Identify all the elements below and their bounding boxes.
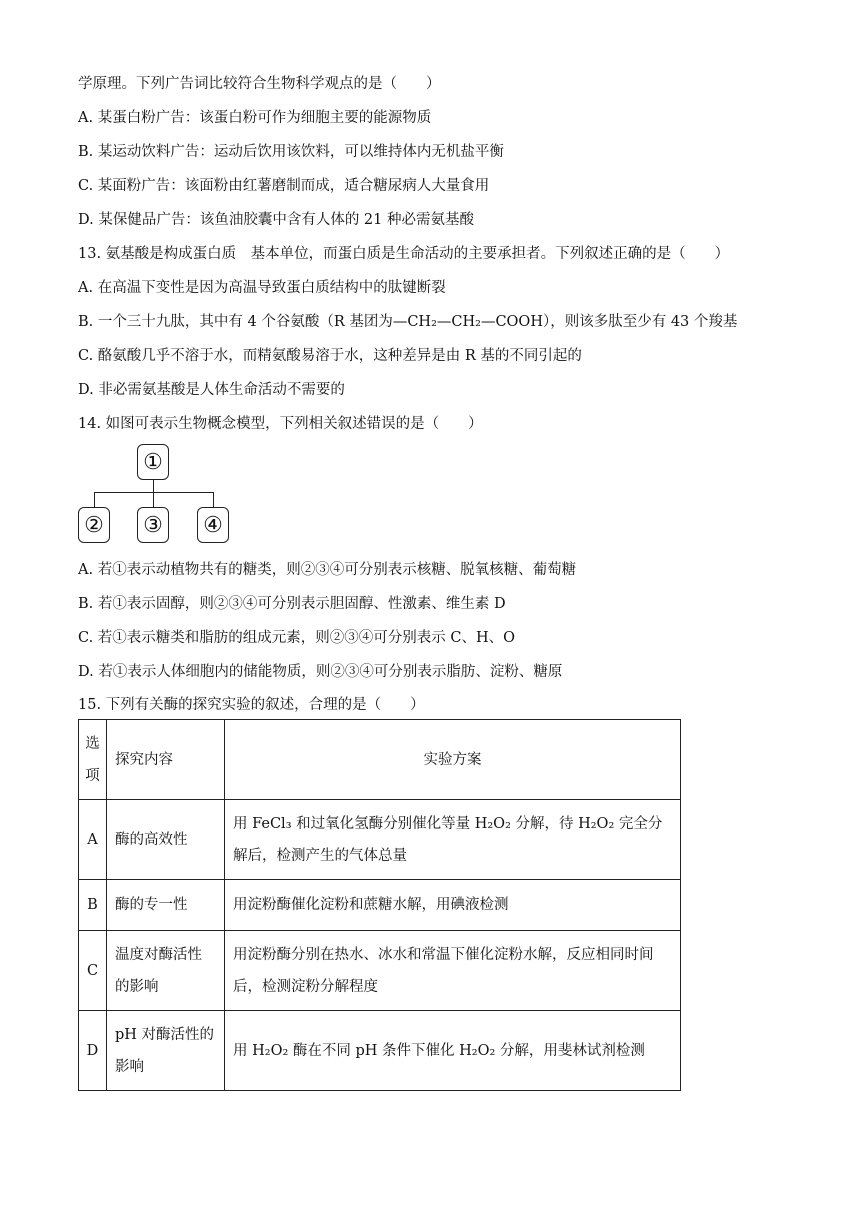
q14-option-a: A. 若①表示动植物共有的糖类，则②③④可分别表示核糖、脱氧核糖、葡萄糖	[78, 562, 577, 578]
connector-left	[94, 492, 95, 507]
connector-middle	[153, 492, 154, 507]
q12-stem-tail: 学原理。下列广告词比较符合生物科学观点的是（ ）	[78, 76, 441, 92]
q13-option-a: A. 在高温下变性是因为高温导致蛋白质结构中的肽键断裂	[78, 280, 446, 296]
row-content: 酶的高效性	[107, 800, 225, 880]
row-plan: 用淀粉酶分别在热水、冰水和常温下催化淀粉水解，反应相同时间后，检测淀粉分解程度	[225, 931, 681, 1011]
connector-stem	[153, 480, 154, 492]
row-option: C	[79, 931, 107, 1011]
row-content: 温度对酶活性的影响	[107, 931, 225, 1011]
q13-stem: 13. 氨基酸是构成蛋白质 基本单位，而蛋白质是生命活动的主要承担者。下列叙述正确的是（ ）	[78, 246, 730, 262]
concept-box-3: ③	[137, 507, 169, 543]
q14-option-d: D. 若①表示人体细胞内的储能物质，则②③④可分别表示脂肪、淀粉、糖原	[78, 664, 563, 680]
q13-option-b: B. 一个三十九肽，其中有 4 个谷氨酸（R 基团为—CH₂—CH₂—COOH），则该多肽至少有 43 个羧基	[78, 314, 738, 330]
q13-option-c: C. 酪氨酸几乎不溶于水，而精氨酸易溶于水，这种差异是由 R 基的不同引起的	[78, 348, 582, 364]
row-plan: 用 FeCl₃ 和过氧化氢酶分别催化等量 H₂O₂ 分解，待 H₂O₂ 完全分解后，检测产生的气体总量	[225, 800, 681, 880]
row-option: A	[79, 800, 107, 880]
concept-box-2: ②	[78, 507, 110, 543]
header-option-line2: 项	[85, 767, 100, 784]
header-option	[79, 720, 107, 800]
row-content: pH 对酶活性的影响	[107, 1011, 225, 1091]
table-row	[79, 931, 681, 1011]
table-row	[79, 1011, 681, 1091]
q12-option-c: C. 某面粉广告：该面粉由红薯磨制而成，适合糖尿病人大量食用	[78, 178, 490, 194]
q12-option-d: D. 某保健品广告：该鱼油胶囊中含有人体的 21 种必需氨基酸	[78, 212, 474, 228]
concept-box-4: ④	[197, 507, 229, 543]
q15-stem: 15. 下列有关酶的探究实验的叙述，合理的是（ ）	[78, 697, 425, 713]
q14-option-b: B. 若①表示固醇，则②③④可分别表示胆固醇、性激素、维生素 D	[78, 596, 506, 612]
table-row	[79, 880, 681, 931]
header-content: 探究内容	[107, 720, 225, 800]
table-header-row	[79, 720, 681, 800]
row-plan: 用 H₂O₂ 酶在不同 pH 条件下催化 H₂O₂ 分解，用斐林试剂检测	[225, 1011, 681, 1091]
row-option: B	[79, 880, 107, 931]
concept-box-1: ①	[137, 444, 169, 480]
concept-model-diagram	[78, 444, 238, 544]
header-option-line1: 选	[85, 735, 100, 752]
q12-option-b: B. 某运动饮料广告：运动后饮用该饮料，可以维持体内无机盐平衡	[78, 144, 504, 160]
table-row	[79, 800, 681, 880]
row-plan: 用淀粉酶催化淀粉和蔗糖水解，用碘液检测	[225, 880, 681, 931]
connector-right	[213, 492, 214, 507]
row-content: 酶的专一性	[107, 880, 225, 931]
q13-option-d: D. 非必需氨基酸是人体生命活动不需要的	[78, 382, 345, 398]
q14-option-c: C. 若①表示糖类和脂肪的组成元素，则②③④可分别表示 C、H、O	[78, 630, 516, 646]
q12-option-a: A. 某蛋白粉广告：该蛋白粉可作为细胞主要的能源物质	[78, 110, 432, 126]
row-option: D	[79, 1011, 107, 1091]
experiment-table	[78, 719, 681, 1091]
header-plan: 实验方案	[225, 720, 681, 800]
q14-stem: 14. 如图可表示生物概念模型，下列相关叙述错误的是（ ）	[78, 416, 483, 432]
